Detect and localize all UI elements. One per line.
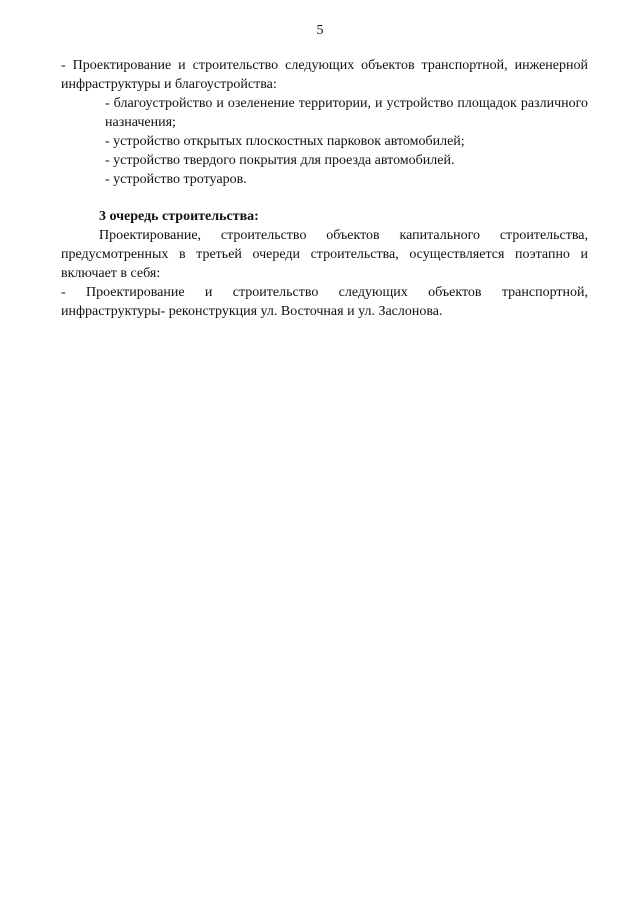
page-number: 5 <box>316 23 324 38</box>
section-gap <box>61 189 588 207</box>
section1-item-4: - устройство тротуаров. <box>105 172 247 187</box>
section1-items <box>61 94 588 189</box>
section1-item-3: - устройство твердого покрытия для проезда автомобилей. <box>105 153 455 168</box>
section2-heading: 3 очередь строительства: <box>99 209 259 224</box>
document-body <box>61 56 588 321</box>
section1-lead: - Проектирование и строительство следующих объектов транспортной, инженерной инфраструктуры и благоустройства: <box>61 58 588 92</box>
section2-paragraph: Проектирование, строительство объектов капитального строительства, предусмотренных в третьей очереди строительства, осуществляется поэтапно и включает в себя: <box>61 228 588 281</box>
section2-item: - Проектирование и строительство следующих объектов транспортной, инфраструктуры- реконструкция ул. Восточная и ул. Заслонова. <box>61 285 588 319</box>
section1-item-1: - благоустройство и озеленение территории, и устройство площадок различного назначения; <box>105 96 588 130</box>
section1-item-2: - устройство открытых плоскостных парковок автомобилей; <box>105 134 465 149</box>
